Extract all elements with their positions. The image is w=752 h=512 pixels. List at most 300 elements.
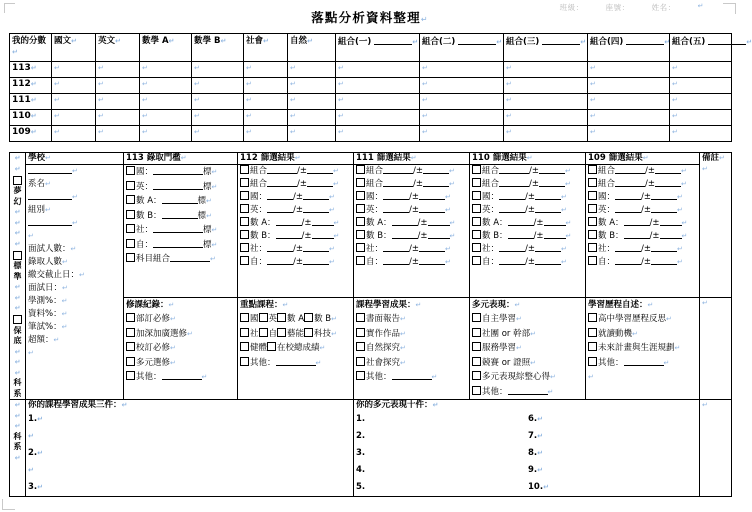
fill-blank[interactable] bbox=[544, 217, 566, 226]
scores-col-combo-5 bbox=[670, 34, 752, 62]
label: 其他： bbox=[250, 357, 276, 368]
scores-header-row bbox=[10, 34, 732, 62]
label: 高中學習歷程反思 bbox=[598, 314, 667, 324]
screen-110-cell bbox=[470, 165, 586, 298]
remark-body-cell[interactable] bbox=[700, 297, 732, 400]
list-item[interactable] bbox=[356, 479, 528, 496]
fill-blank[interactable] bbox=[615, 256, 641, 265]
list-item[interactable] bbox=[356, 428, 528, 445]
fill-blank[interactable] bbox=[615, 204, 641, 213]
fill-blank[interactable] bbox=[419, 204, 445, 213]
scores-cell[interactable]: ↵ bbox=[52, 110, 96, 126]
scores-cell[interactable]: ↵ bbox=[192, 110, 244, 126]
checkbox[interactable] bbox=[240, 165, 249, 174]
fill-blank[interactable] bbox=[428, 230, 450, 239]
fill-blank[interactable] bbox=[499, 178, 529, 187]
fill-blank[interactable] bbox=[383, 204, 409, 213]
fill-blank[interactable] bbox=[303, 204, 329, 213]
checkbox[interactable] bbox=[356, 328, 365, 337]
fill-blank[interactable] bbox=[312, 217, 334, 226]
fill-blank[interactable] bbox=[374, 36, 412, 45]
label: 實作作品 bbox=[366, 328, 401, 339]
pilcrow: ↵ bbox=[677, 245, 683, 253]
fill-blank[interactable] bbox=[419, 243, 445, 252]
scores-cell[interactable]: ↵ bbox=[336, 126, 420, 142]
fill-blank[interactable] bbox=[428, 217, 450, 226]
fill-blank[interactable] bbox=[267, 178, 297, 187]
checkbox[interactable] bbox=[588, 313, 597, 322]
section-title: 112 篩選結果 bbox=[240, 153, 295, 163]
fill-blank[interactable] bbox=[615, 178, 645, 187]
checkbox[interactable] bbox=[588, 204, 597, 213]
list-number: 8. bbox=[528, 448, 538, 458]
checkbox[interactable] bbox=[588, 165, 597, 174]
fill-blank[interactable] bbox=[508, 230, 534, 239]
label: 科目組合 bbox=[136, 254, 171, 264]
fill-blank[interactable] bbox=[153, 181, 203, 190]
scores-cell[interactable]: ↵ bbox=[288, 110, 336, 126]
fill-blank[interactable] bbox=[535, 191, 561, 200]
scores-cell[interactable]: ↵ bbox=[288, 78, 336, 94]
fill-blank[interactable] bbox=[615, 243, 641, 252]
checkbox[interactable] bbox=[472, 357, 481, 366]
label: 自然探究 bbox=[366, 343, 401, 353]
fill-blank[interactable] bbox=[276, 217, 302, 226]
scores-cell[interactable]: ↵ bbox=[588, 110, 670, 126]
checkbox[interactable] bbox=[240, 217, 249, 226]
screen-109-cell bbox=[586, 165, 700, 298]
pilcrow: ↵ bbox=[211, 226, 218, 234]
checkbox[interactable] bbox=[304, 313, 313, 322]
scores-cell[interactable]: ↵ bbox=[504, 110, 588, 126]
fill-blank[interactable] bbox=[162, 371, 202, 380]
scores-cell[interactable]: ↵ bbox=[670, 62, 732, 78]
fill-blank[interactable] bbox=[303, 243, 329, 252]
fill-blank[interactable] bbox=[615, 165, 645, 174]
scores-cell[interactable]: ↵ bbox=[504, 62, 588, 78]
scores-cell[interactable]: ↵ bbox=[52, 62, 96, 78]
fill-blank[interactable] bbox=[303, 256, 329, 265]
pilcrow: ↵ bbox=[206, 197, 212, 205]
scores-cell[interactable]: ↵ bbox=[244, 94, 288, 110]
checkbox[interactable] bbox=[356, 313, 365, 322]
checkbox[interactable] bbox=[356, 165, 365, 174]
remark-body[interactable]: ↵ bbox=[702, 165, 708, 173]
checkbox[interactable] bbox=[126, 328, 135, 337]
checkbox[interactable] bbox=[126, 371, 135, 380]
list-item[interactable] bbox=[28, 411, 351, 428]
label: 國： bbox=[598, 192, 616, 202]
field-interview-date bbox=[28, 282, 121, 295]
checkbox[interactable] bbox=[472, 178, 481, 187]
fill-blank[interactable] bbox=[655, 178, 681, 187]
checkbox[interactable] bbox=[472, 386, 481, 395]
checkbox[interactable] bbox=[240, 230, 249, 239]
pilcrow: ↵ bbox=[445, 206, 451, 214]
pilcrow: ↵ bbox=[329, 193, 335, 201]
scores-col-label: 自然 bbox=[290, 36, 308, 46]
pilcrow: ↵ bbox=[37, 415, 44, 423]
scores-cell[interactable]: ↵ bbox=[192, 78, 244, 94]
label: 社： bbox=[598, 244, 616, 254]
scores-cell[interactable]: ↵ bbox=[140, 62, 192, 78]
pilcrow: ↵ bbox=[61, 297, 68, 305]
label: 面試日： bbox=[28, 283, 63, 293]
school-dept-label bbox=[28, 178, 121, 191]
pilcrow: ↵ bbox=[220, 37, 227, 45]
pilcrow: ↵ bbox=[565, 180, 571, 188]
fill-blank[interactable] bbox=[162, 195, 198, 204]
scores-cell[interactable]: ↵ bbox=[140, 94, 192, 110]
list-item[interactable] bbox=[528, 445, 549, 462]
label: 健體 bbox=[250, 343, 268, 353]
scores-cell[interactable]: ↵ bbox=[670, 78, 732, 94]
fill-blank[interactable] bbox=[267, 243, 293, 252]
label: 面試人數： bbox=[28, 244, 71, 254]
scores-cell[interactable]: ↵ bbox=[504, 78, 588, 94]
year-label: 109 bbox=[12, 127, 31, 137]
label: 數 B： bbox=[366, 231, 392, 241]
label: 組別 bbox=[28, 205, 46, 215]
fill-blank[interactable] bbox=[626, 36, 664, 45]
fill-blank[interactable] bbox=[651, 256, 677, 265]
checkbox[interactable] bbox=[240, 357, 249, 366]
scores-cell[interactable]: ↵ bbox=[420, 78, 504, 94]
fill-blank[interactable] bbox=[267, 191, 293, 200]
fill-blank[interactable] bbox=[499, 204, 525, 213]
fill-blank[interactable] bbox=[307, 178, 333, 187]
list-item[interactable] bbox=[528, 462, 549, 479]
checkbox[interactable] bbox=[588, 230, 597, 239]
scores-cell[interactable]: ↵ bbox=[96, 126, 140, 142]
checkbox[interactable] bbox=[356, 342, 365, 351]
fill-blank[interactable] bbox=[383, 243, 409, 252]
fill-blank[interactable] bbox=[542, 36, 580, 45]
pilcrow: ↵ bbox=[449, 180, 455, 188]
scores-cell[interactable]: ↵ bbox=[244, 110, 288, 126]
scores-cell[interactable]: ↵ bbox=[670, 110, 732, 126]
pilcrow: ↵ bbox=[431, 373, 438, 381]
fill-blank[interactable] bbox=[392, 217, 418, 226]
fill-blank[interactable] bbox=[153, 239, 203, 248]
fill-blank[interactable] bbox=[615, 191, 641, 200]
scores-cell[interactable]: ↵ bbox=[96, 62, 140, 78]
checkbox[interactable] bbox=[240, 178, 249, 187]
checkbox[interactable] bbox=[240, 191, 249, 200]
checkbox-standard[interactable] bbox=[13, 251, 22, 260]
fill-blank[interactable] bbox=[458, 36, 496, 45]
fill-blank-school[interactable] bbox=[28, 165, 72, 174]
scores-cell[interactable]: ↵ bbox=[52, 78, 96, 94]
fill-blank[interactable] bbox=[651, 243, 677, 252]
scores-cell[interactable]: ↵ bbox=[288, 126, 336, 142]
fill-blank[interactable] bbox=[312, 230, 334, 239]
checkbox[interactable] bbox=[126, 181, 135, 190]
fill-blank[interactable] bbox=[267, 204, 293, 213]
checkbox[interactable] bbox=[277, 313, 286, 322]
checkbox[interactable] bbox=[240, 313, 249, 322]
bottom-remark-cell[interactable] bbox=[700, 400, 732, 497]
list-item-blank[interactable] bbox=[28, 428, 351, 445]
pilcrow: ↵ bbox=[168, 300, 175, 309]
separator: /± bbox=[641, 244, 652, 254]
fill-blank[interactable] bbox=[535, 204, 561, 213]
checkbox[interactable] bbox=[126, 357, 135, 366]
label: 數 A bbox=[287, 314, 305, 324]
checkbox[interactable] bbox=[240, 342, 249, 351]
pilcrow: ↵ bbox=[514, 300, 521, 309]
scores-cell[interactable]: ↵ bbox=[588, 94, 670, 110]
checkbox[interactable] bbox=[259, 328, 268, 337]
fill-blank[interactable] bbox=[392, 371, 432, 380]
scores-cell[interactable]: ↵ bbox=[140, 78, 192, 94]
scores-cell[interactable]: ↵ bbox=[420, 94, 504, 110]
checkbox[interactable] bbox=[356, 230, 365, 239]
fill-blank[interactable] bbox=[535, 256, 561, 265]
checkbox[interactable] bbox=[240, 328, 249, 337]
checkbox[interactable] bbox=[126, 253, 135, 262]
label: 科技 bbox=[314, 328, 332, 339]
checkbox[interactable] bbox=[472, 217, 481, 226]
fill-blank[interactable] bbox=[267, 256, 293, 265]
fill-blank[interactable] bbox=[624, 217, 650, 226]
screen-row-english bbox=[240, 204, 351, 217]
fill-blank[interactable] bbox=[392, 230, 418, 239]
fill-blank[interactable] bbox=[383, 178, 413, 187]
scores-col-label: 組合(五) bbox=[672, 37, 706, 47]
list-item[interactable] bbox=[356, 411, 528, 428]
checkbox[interactable] bbox=[126, 342, 135, 351]
header-field-name: 姓名： bbox=[651, 3, 676, 12]
scores-cell[interactable]: ↵ bbox=[244, 62, 288, 78]
fill-blank-group[interactable] bbox=[28, 217, 72, 226]
scores-year-110 bbox=[10, 110, 52, 126]
checkbox[interactable] bbox=[588, 328, 597, 337]
scores-cell[interactable]: ↵ bbox=[420, 110, 504, 126]
scores-cell[interactable]: ↵ bbox=[504, 94, 588, 110]
scores-cell[interactable]: ↵ bbox=[420, 126, 504, 142]
fill-blank[interactable] bbox=[419, 191, 445, 200]
checkbox-dream[interactable] bbox=[13, 176, 22, 185]
scores-cell[interactable]: ↵ bbox=[96, 110, 140, 126]
pilcrow: ↵ bbox=[561, 193, 567, 201]
checkbox[interactable] bbox=[126, 224, 135, 233]
checkbox[interactable] bbox=[240, 243, 249, 252]
checkbox[interactable] bbox=[126, 239, 135, 248]
pilcrow: ↵ bbox=[537, 449, 544, 457]
fill-blank[interactable] bbox=[499, 256, 525, 265]
fill-blank[interactable] bbox=[267, 165, 297, 174]
fill-blank[interactable] bbox=[383, 191, 409, 200]
list-item[interactable] bbox=[356, 462, 528, 479]
checkbox[interactable] bbox=[588, 191, 597, 200]
checkbox[interactable] bbox=[126, 313, 135, 322]
scores-cell[interactable]: ↵ bbox=[588, 62, 670, 78]
list-item[interactable] bbox=[528, 428, 549, 445]
scores-cell[interactable]: ↵ bbox=[288, 62, 336, 78]
fill-blank[interactable] bbox=[383, 256, 409, 265]
scores-cell[interactable]: ↵ bbox=[52, 126, 96, 142]
checkbox[interactable] bbox=[588, 256, 597, 265]
checkbox[interactable] bbox=[472, 165, 481, 174]
checkbox[interactable] bbox=[356, 217, 365, 226]
fill-blank[interactable] bbox=[499, 243, 525, 252]
fill-blank-dept[interactable] bbox=[28, 191, 72, 200]
checkbox[interactable] bbox=[259, 313, 268, 322]
checkbox[interactable] bbox=[472, 230, 481, 239]
scores-cell[interactable]: ↵ bbox=[140, 126, 192, 142]
scores-cell[interactable]: ↵ bbox=[670, 94, 732, 110]
fill-blank[interactable] bbox=[508, 386, 548, 395]
fill-blank[interactable] bbox=[419, 256, 445, 265]
scores-cell[interactable]: ↵ bbox=[588, 78, 670, 94]
checkbox[interactable] bbox=[356, 204, 365, 213]
scores-cell[interactable]: ↵ bbox=[52, 94, 96, 110]
scores-cell[interactable]: ↵ bbox=[336, 94, 420, 110]
checkbox[interactable] bbox=[356, 178, 365, 187]
pilcrow: ↵ bbox=[53, 336, 60, 344]
scores-cell[interactable]: ↵ bbox=[244, 126, 288, 142]
diverse-item-contest bbox=[472, 356, 583, 371]
checkbox[interactable] bbox=[472, 243, 481, 252]
checkbox[interactable] bbox=[588, 342, 597, 351]
fill-blank[interactable] bbox=[655, 165, 681, 174]
fill-blank[interactable] bbox=[276, 357, 316, 366]
scores-cell[interactable]: ↵ bbox=[244, 78, 288, 94]
checkbox[interactable] bbox=[472, 313, 481, 322]
checkbox[interactable] bbox=[240, 204, 249, 213]
checkbox[interactable] bbox=[356, 191, 365, 200]
fill-blank[interactable] bbox=[307, 165, 333, 174]
scores-col-label: 我的分數 bbox=[12, 36, 47, 46]
scores-cell[interactable]: ↵ bbox=[192, 62, 244, 78]
pilcrow: ↵ bbox=[410, 154, 417, 162]
scores-cell[interactable]: ↵ bbox=[192, 94, 244, 110]
fill-blank[interactable] bbox=[162, 210, 198, 219]
checkbox[interactable] bbox=[267, 342, 276, 351]
scores-cell[interactable]: ↵ bbox=[670, 126, 732, 142]
scores-cell[interactable]: ↵ bbox=[336, 110, 420, 126]
fill-blank[interactable] bbox=[539, 165, 565, 174]
list-item[interactable] bbox=[356, 445, 528, 462]
scores-year-112 bbox=[10, 78, 52, 94]
school-dept-blank bbox=[28, 191, 121, 204]
checkbox[interactable] bbox=[356, 243, 365, 252]
scores-cell[interactable]: ↵ bbox=[588, 126, 670, 142]
fill-blank[interactable] bbox=[508, 217, 534, 226]
scores-cell[interactable]: ↵ bbox=[336, 62, 420, 78]
fill-blank[interactable] bbox=[153, 166, 203, 175]
pilcrow: ↵ bbox=[702, 298, 708, 307]
checkbox-safety[interactable] bbox=[13, 315, 22, 324]
scores-cell[interactable]: ↵ bbox=[504, 126, 588, 142]
fill-blank[interactable] bbox=[624, 357, 664, 366]
fill-blank[interactable] bbox=[499, 191, 525, 200]
checkbox[interactable] bbox=[472, 256, 481, 265]
fill-blank[interactable] bbox=[153, 224, 203, 233]
fill-blank[interactable] bbox=[539, 178, 565, 187]
fill-blank[interactable] bbox=[660, 217, 682, 226]
pilcrow: ↵ bbox=[62, 284, 68, 292]
checkbox[interactable] bbox=[126, 166, 135, 175]
checkbox[interactable] bbox=[588, 178, 597, 187]
key-course-cell bbox=[238, 297, 354, 400]
checkbox[interactable] bbox=[472, 342, 481, 351]
checkbox[interactable] bbox=[472, 371, 481, 380]
fill-blank[interactable] bbox=[535, 243, 561, 252]
checkbox[interactable] bbox=[126, 210, 135, 219]
checkbox[interactable] bbox=[356, 256, 365, 265]
fill-blank[interactable] bbox=[276, 230, 302, 239]
pilcrow: ↵ bbox=[28, 466, 34, 474]
scores-cell[interactable]: ↵ bbox=[336, 78, 420, 94]
list-item-blank[interactable] bbox=[28, 462, 351, 479]
fill-blank[interactable] bbox=[383, 165, 413, 174]
scores-cell[interactable]: ↵ bbox=[96, 94, 140, 110]
threshold-row-english bbox=[126, 180, 235, 195]
checkbox[interactable] bbox=[240, 256, 249, 265]
scores-cell[interactable]: ↵ bbox=[420, 62, 504, 78]
school-blank-row bbox=[28, 165, 121, 178]
fill-blank[interactable] bbox=[651, 191, 677, 200]
spacer-row bbox=[28, 347, 121, 360]
pilcrow: ↵ bbox=[681, 219, 688, 227]
fill-blank[interactable] bbox=[423, 165, 449, 174]
fill-blank[interactable] bbox=[708, 36, 746, 45]
checkbox[interactable] bbox=[304, 328, 313, 337]
list-item[interactable] bbox=[28, 445, 351, 462]
scores-cell[interactable]: ↵ bbox=[288, 94, 336, 110]
fill-blank[interactable] bbox=[651, 204, 677, 213]
pilcrow: ↵ bbox=[45, 180, 51, 188]
checkbox[interactable] bbox=[472, 204, 481, 213]
list-item[interactable] bbox=[528, 411, 549, 428]
checkbox[interactable] bbox=[472, 191, 481, 200]
label: 國： bbox=[136, 167, 154, 177]
scores-cell[interactable]: ↵ bbox=[192, 126, 244, 142]
fill-blank[interactable] bbox=[303, 191, 329, 200]
table-row bbox=[10, 78, 732, 94]
checkbox[interactable] bbox=[126, 195, 135, 204]
list-item[interactable] bbox=[28, 479, 351, 496]
fill-blank[interactable] bbox=[170, 253, 210, 262]
checkbox[interactable] bbox=[356, 371, 365, 380]
screen-row-mathb bbox=[588, 230, 697, 243]
checkbox[interactable] bbox=[588, 217, 597, 226]
course-item-multi-elective bbox=[126, 356, 235, 371]
checkbox[interactable] bbox=[277, 328, 286, 337]
unit: 標 bbox=[203, 239, 212, 250]
separator: /± bbox=[529, 179, 540, 189]
list-item[interactable] bbox=[528, 479, 549, 496]
fill-blank[interactable] bbox=[423, 178, 449, 187]
fill-blank[interactable] bbox=[624, 230, 650, 239]
scores-cell[interactable]: ↵ bbox=[96, 78, 140, 94]
checkbox[interactable] bbox=[472, 328, 481, 337]
label: 數 A： bbox=[366, 218, 392, 228]
pilcrow: ↵ bbox=[61, 310, 68, 318]
checkbox[interactable] bbox=[356, 357, 365, 366]
spacer-row bbox=[28, 230, 121, 243]
bottom-right-col2 bbox=[528, 411, 549, 496]
scores-cell[interactable]: ↵ bbox=[140, 110, 192, 126]
checkbox[interactable] bbox=[588, 357, 597, 366]
fill-blank[interactable] bbox=[544, 230, 566, 239]
checkbox[interactable] bbox=[588, 243, 597, 252]
fill-blank[interactable] bbox=[499, 165, 529, 174]
fill-blank[interactable] bbox=[660, 230, 682, 239]
screen-row-social bbox=[240, 243, 351, 256]
